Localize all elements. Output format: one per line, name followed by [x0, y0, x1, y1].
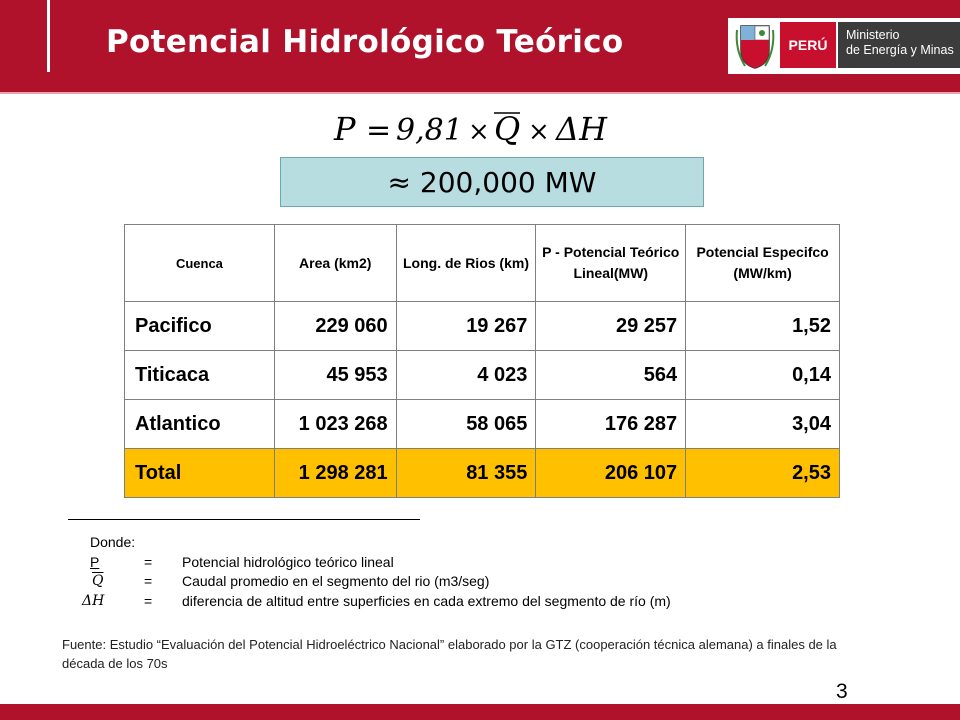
- formula-flow: Q: [494, 110, 521, 148]
- row-specific-potential: 1,52: [686, 302, 840, 351]
- row-basin-name: Atlantico: [125, 400, 275, 449]
- note-equals: =: [144, 592, 153, 609]
- formula-times-2: ×: [528, 117, 550, 147]
- power-formula: [330, 106, 630, 150]
- formula-lhs: P: [334, 110, 356, 148]
- header-length: Long. de Rios (km): [396, 225, 536, 302]
- row-specific-potential: 3,04: [686, 400, 840, 449]
- table-total-row: [125, 449, 840, 498]
- note-equals: =: [144, 553, 153, 570]
- header-theoretical-potential: P - Potencial Teórico Lineal(MW): [536, 225, 686, 302]
- row-length: 4 023: [396, 351, 536, 400]
- note-item: [90, 572, 671, 592]
- slide-title: Potencial Hidrológico Teórico: [106, 24, 624, 60]
- row-area: 45 953: [274, 351, 396, 400]
- row-specific-potential: 0,14: [686, 351, 840, 400]
- total-specific-potential: 2,53: [686, 449, 840, 498]
- row-area: 1 023 268: [274, 400, 396, 449]
- note-item: [82, 592, 671, 612]
- row-length: 19 267: [396, 302, 536, 351]
- note-symbol: ΔH: [82, 592, 105, 609]
- logo-ministry-line1: Ministerio: [846, 28, 900, 42]
- row-basin-name: Titicaca: [125, 351, 275, 400]
- row-area: 229 060: [274, 302, 396, 351]
- formula-times-1: ×: [468, 117, 490, 147]
- note-equals: =: [144, 573, 153, 589]
- row-basin-name: Pacifico: [125, 302, 275, 351]
- header-specific-potential: Potencial Especifco (MW/km): [686, 225, 840, 302]
- formula-notes: [82, 533, 671, 611]
- logo-country-label: PERÚ: [780, 22, 836, 68]
- note-text: diferencia de altitud entre superficies en cada extremo del segmento de río (m): [182, 592, 671, 609]
- table-row: [125, 351, 840, 400]
- logo-ministry-label: [838, 22, 960, 68]
- formula-constant: 9,81: [396, 113, 463, 148]
- total-length: 81 355: [396, 449, 536, 498]
- coat-of-arms-icon: [735, 20, 775, 70]
- table-row: [125, 400, 840, 449]
- header-divider-line: [47, 0, 50, 72]
- notes-intro: Donde:: [90, 534, 136, 550]
- total-area: 1 298 281: [274, 449, 396, 498]
- table-row: [125, 302, 840, 351]
- formula-equals: =: [366, 113, 392, 148]
- source-citation: Fuente: Estudio “Evaluación del Potencial Hidroeléctrico Nacional” elaborado por la GTZ (cooperación técnica alemana) a finales de la década de los 70s: [62, 637, 837, 671]
- total-theoretical-potential: 206 107: [536, 449, 686, 498]
- note-text: Potencial hidrológico teórico lineal: [182, 553, 394, 570]
- header-area: Area (km2): [274, 225, 396, 302]
- row-theoretical-potential: 29 257: [536, 302, 686, 351]
- note-text: Caudal promedio en el segmento del rio (m3/seg): [182, 573, 490, 589]
- header-bottom-line: [0, 92, 960, 94]
- logo-ministry-line2: de Energía y Minas: [846, 43, 954, 57]
- formula-delta-h: ΔH: [556, 110, 608, 148]
- row-theoretical-potential: 564: [536, 351, 686, 400]
- footer-band: [0, 704, 960, 720]
- basin-potential-table: [124, 224, 840, 498]
- total-potential-box: ≈ 200,000 MW: [280, 157, 704, 207]
- note-symbol: P: [90, 553, 100, 570]
- table-header-row: [125, 225, 840, 302]
- note-item: [90, 553, 671, 573]
- total-label: Total: [125, 449, 275, 498]
- row-theoretical-potential: 176 287: [536, 400, 686, 449]
- note-symbol: $\overline{Q}$: [92, 573, 104, 589]
- page-number: 3: [836, 680, 848, 703]
- header: [0, 0, 960, 92]
- row-length: 58 065: [396, 400, 536, 449]
- notes-divider: [68, 519, 420, 520]
- header-cuenca: Cuenca: [125, 225, 275, 302]
